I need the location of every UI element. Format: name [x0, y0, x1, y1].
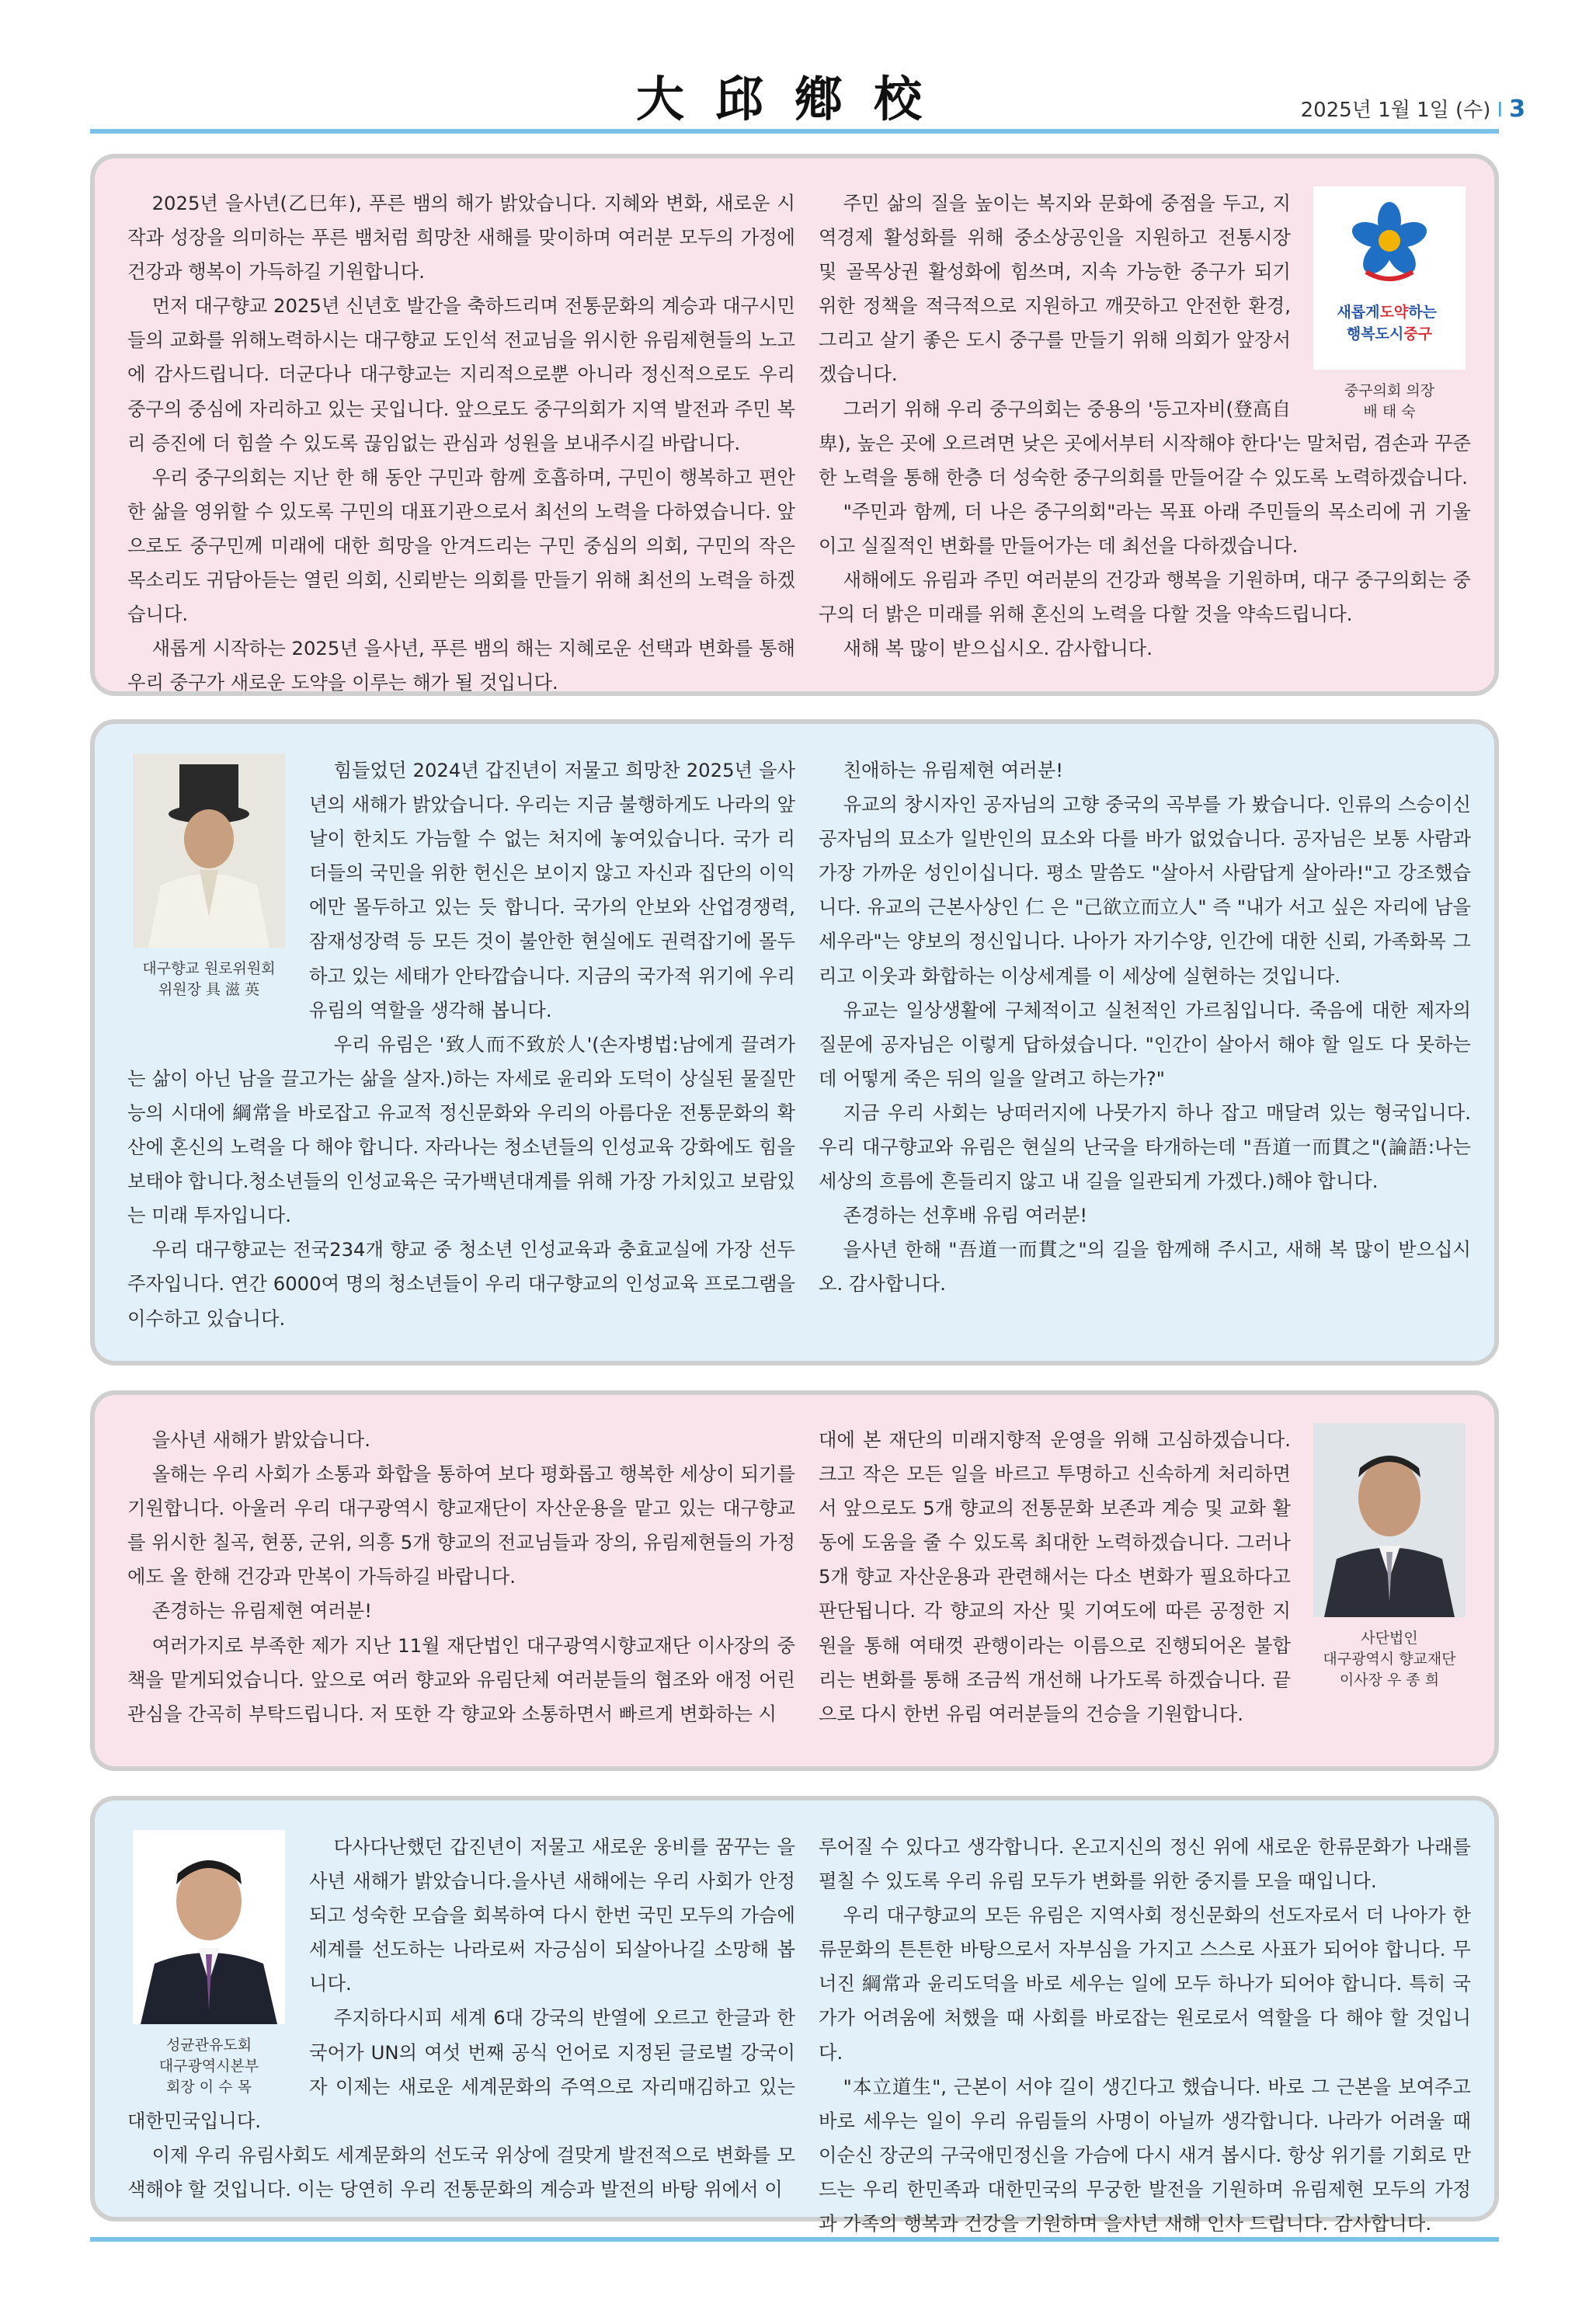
paragraph: 우리 중구의회는 지난 한 해 동안 구민과 함께 호흡하며, 구민이 행복하고 편안한 삶을 영위할 수 있도록 구민의 대표기관으로서 최선의 노력을 다하였습니다. 앞으로도 중구민께 미래에 대한 희망을 안겨드리는 구민 중심의 의회, 구민의 작은 목소리도 귀담아듣는 열린 의회, 신뢰받는 의회를 만들기 위해 최선의 노력을 하겠습니다.	[127, 465, 795, 626]
council-logo-block	[1308, 186, 1471, 423]
greeting2-left-column	[127, 753, 795, 1352]
flower-emblem-icon	[1313, 186, 1466, 370]
greeting-panel-foundation-chairman	[90, 1390, 1499, 1771]
council-chair-name: 배 태 숙	[1363, 403, 1416, 420]
paragraph: 새해에도 유림과 주민 여러분의 건강과 행복을 기원하며, 대구 중구의회는 중구의 더 밝은 미래를 위해 혼신의 노력을 다할 것을 약속드립니다.	[819, 569, 1471, 626]
council-chair-role: 중구의회 의장	[1344, 382, 1435, 399]
society-caption-org: 성균관유도회	[165, 2037, 252, 2054]
paragraph: 지금 우리 사회는 낭떠러지에 나뭇가지 하나 잡고 매달려 있는 형국입니다. 우리 대구향교와 유림은 현실의 난국을 타개하는데 "吾道一而貫之"(論語:나는 세상의 흐름에 흔들리지 않고 내 길을 일관되게 가겠다.)해야 합니다.	[819, 1101, 1471, 1193]
paragraph: 루어질 수 있다고 생각합니다. 온고지신의 정신 위에 새로운 한류문화가 나래를 펼칠 수 있도록 우리 유림 모두가 변화를 위한 중지를 모을 때입니다.	[819, 1835, 1471, 1893]
paragraph: 힘들었던 2024년 갑진년이 저물고 희망찬 2025년 을사년의 새해가 밝았습니다. 우리는 지금 불행하게도 나라의 앞날이 한치도 가늠할 수 없는 처지에 놓여있습니다. 국가 리더들의 국민을 위한 헌신은 보이지 않고 자신과 집단의 이익에만 몰두하고 있는 듯 합니다. 국가의 안보와 산업경쟁력, 잠재성장력 등 모든 것이 불안한 현실에도 권력잡기에 몰두하고 있는 세태가 안타깝습니다. 지금의 국가적 위기에 우리 유림의 역할을 생각해 봅니다.	[309, 759, 795, 1021]
greeting-panel-council-chair	[90, 154, 1499, 696]
paragraph: 그러기 위해 우리 중구의회는 중용의 '등고자비(登高自卑), 높은 곳에 오르려면 낮은 곳에서부터 시작해야 한다'는 말처럼, 겸손과 꾸준한 노력을 통해 한층 더 성숙한 중구의회를 만들어갈 수 있도록 노력하겠습니다.	[819, 397, 1471, 489]
issue-date-line	[1301, 94, 1525, 123]
foundation-caption-name: 이사장 우 종 희	[1339, 1672, 1440, 1689]
person-portrait-icon	[133, 1830, 285, 2024]
society-chairman-photo	[133, 1830, 285, 2024]
paragraph: "本立道生", 근본이 서야 길이 생긴다고 했습니다. 바로 그 근본을 보여주고 바로 세우는 일이 우리 유림들의 사명이 아닐까 생각합니다. 나라가 어려울 때 이순신 장군의 구국애민정신을 가슴에 다시 새겨 봅시다. 항상 위기를 기회로 만드는 우리 한민족과 대한민국의 무궁한 발전을 기원하며 유림제현 모두의 가정과 가족의 행복과 건강을 기원하며 을사년 새해 인사 드립니다. 감사합니다.	[819, 2075, 1472, 2235]
footer-rule	[90, 2237, 1499, 2242]
newspaper-title: 大邱鄕校	[635, 71, 953, 127]
header-rule	[90, 129, 1499, 134]
person-portrait-icon	[1313, 1423, 1466, 1617]
society-chairman-portrait-block	[127, 1830, 290, 2098]
paragraph: 이제 우리 유림사회도 세계문화의 선도국 위상에 걸맞게 발전적으로 변화를 모색해야 할 것입니다. 이는 당연히 우리 전통문화의 계승과 발전의 바탕 위에서 이	[127, 2143, 795, 2200]
council-logo	[1313, 186, 1466, 370]
logo-text: 새롭게도약하는 행복도시중구	[1337, 304, 1437, 343]
elder-caption-name: 위원장 具 滋 英	[158, 981, 260, 998]
foundation-chairman-caption	[1308, 1628, 1471, 1691]
paragraph: 주지하다시피 세계 6대 강국의 반열에 오르고 한글과 한국어가 UN의 여섯 번째 공식 언어로 지정된 글로벌 강국이자 이제는 새로운 세계문화의 주역으로 자리매김하고 있는 대한민국입니다.	[127, 2006, 795, 2132]
greeting4-left-column	[127, 1830, 795, 2211]
paragraph: 우리 대구향교의 모든 유림은 지역사회 정신문화의 선도자로서 더 나아가 한류문화의 튼튼한 바탕으로서 자부심을 가지고 스스로 사표가 되어야 합니다. 무너진 綱常과 윤리도덕을 바로 세우는 일에 모두 하나가 되어야 합니다. 특히 국가가 어려움에 처했을 때 사회를 바로잡는 원로로서 역할을 다 해야 할 것입니다.	[819, 1904, 1471, 2064]
paragraph: 존경하는 유림제현 여러분!	[151, 1599, 372, 1623]
society-caption-branch: 대구광역시본부	[158, 2058, 259, 2075]
paragraph: "주민과 함께, 더 나은 중구의회"라는 목표 아래 주민들의 목소리에 귀 기울이고 실질적인 변화를 만들어가는 데 최선을 다하겠습니다.	[819, 499, 1471, 557]
page-number: 3	[1509, 96, 1525, 123]
greeting1-left-column	[127, 186, 795, 694]
paragraph: 을사년 새해가 밝았습니다.	[151, 1428, 370, 1451]
greeting3-left-column	[127, 1423, 795, 1759]
society-caption-name: 회장 이 수 목	[166, 2079, 252, 2096]
elder-portrait-photo	[133, 753, 285, 948]
paragraph: 2025년 을사년(乙巳年), 푸른 뱀의 해가 밝았습니다. 지혜와 변화, 새로운 시작과 성장을 의미하는 푸른 뱀처럼 희망찬 새해를 맞이하며 여러분 모두의 가정에 건강과 행복이 가득하길 기원합니다.	[127, 192, 795, 284]
paragraph: 친애하는 유림제현 여러분!	[843, 759, 1063, 781]
elder-portrait-block	[127, 753, 290, 1047]
person-portrait-icon	[133, 753, 285, 948]
issue-date: 2025년 1월 1일 (수)	[1300, 99, 1491, 122]
paragraph: 존경하는 선후배 유림 여러분!	[843, 1204, 1088, 1227]
greeting-panel-elders-committee	[90, 719, 1499, 1366]
greeting3-right-column	[819, 1423, 1471, 1759]
paragraph: 을사년 한해 "吾道一而貫之"의 길을 함께해 주시고, 새해 복 많이 받으십시오. 감사합니다.	[819, 1238, 1471, 1296]
foundation-caption-org: 대구광역시 향교재단	[1323, 1651, 1456, 1668]
greeting2-right-column	[819, 753, 1471, 1352]
date-page-separator: I	[1497, 99, 1504, 122]
foundation-chairman-photo	[1313, 1423, 1466, 1617]
paragraph: 새해 복 많이 받으십시오. 감사합니다.	[843, 637, 1153, 660]
paragraph: 다사다난했던 갑진년이 저물고 새로운 웅비를 꿈꾸는 을사년 새해가 밝았습니다.을사년 새해에는 우리 사회가 안정되고 성숙한 모습을 회복하여 다시 한번 국민 모두의 가슴에 세계를 선도하는 나라로써 자긍심이 되살아나길 소망해 봅니다.	[309, 1835, 795, 1995]
paragraph: 대에 본 재단의 미래지향적 운영을 위해 고심하겠습니다. 크고 작은 모든 일을 바르고 투명하고 신속하게 처리하면서 앞으로도 5개 향교의 전통문화 보존과 계승 및 교화 활동에 도움을 줄 수 있도록 최대한 노력하겠습니다. 그러나 5개 향교 자산운용과 관련해서는 다소 변화가 필요하다고 판단됩니다. 각 향교의 자산 및 기여도에 따른 공정한 지원을 통해 여태껏 관행이라는 이름으로 진행되어온 불합리는 변화를 통해 조금씩 개선해 나가도록 하겠습니다. 끝으로 다시 한번 유림 여러분들의 건승을 기원합니다.	[819, 1428, 1291, 1725]
paragraph: 주민 삶의 질을 높이는 복지와 문화에 중점을 두고, 지역경제 활성화를 위해 중소상공인을 지원하고 전통시장 및 골목상권 활성화에 힘쓰며, 지속 가능한 중구가 되기 위한 정책을 적극적으로 지원하고 깨끗하고 안전한 환경, 그리고 살기 좋은 도시 중구를 만들기 위해 의회가 앞장서겠습니다.	[819, 192, 1291, 386]
society-chairman-caption	[127, 2035, 290, 2098]
council-chair-caption	[1308, 381, 1471, 423]
greeting-panel-confucian-society	[90, 1796, 1499, 2235]
greeting4-right-column	[819, 1830, 1472, 2235]
paragraph: 올해는 우리 사회가 소통과 화합을 통하여 보다 평화롭고 행복한 세상이 되기를 기원합니다. 아울러 우리 대구광역시 향교재단이 자산운용을 맡고 있는 대구향교를 위시한 칠곡, 현풍, 군위, 의흥 5개 향교의 전교님들과 장의, 유림제현들의 가정에도 올 한해 건강과 만복이 가득하길 바랍니다.	[127, 1463, 795, 1588]
paragraph: 여러가지로 부족한 제가 지난 11월 재단법인 대구광역시향교재단 이사장의 중책을 맡게되었습니다. 앞으로 여러 향교와 유림단체 여러분들의 협조와 애정 어린 관심을 간곡히 부탁드립니다. 저 또한 각 향교와 소통하면서 빠르게 변화하는 시	[127, 1633, 795, 1725]
foundation-caption-type: 사단법인	[1361, 1630, 1418, 1647]
paragraph: 새롭게 시작하는 2025년 을사년, 푸른 뱀의 해는 지혜로운 선택과 변화를 통해 우리 중구가 새로운 도약을 이루는 해가 될 것입니다.	[127, 637, 795, 694]
paragraph: 우리 유림은 '致人而不致於人'(손자병법:남에게 끌려가는 삶이 아닌 남을 끌고가는 삶을 살자.)하는 자세로 윤리와 도덕이 상실된 물질만능의 시대에 綱常을 바로잡고 유교적 정신문화와 우리의 아름다운 전통문화의 확산에 혼신의 노력을 다 해야 합니다. 자라나는 청소년들의 인성교육 강화에도 힘을 보태야 합니다.청소년들의 인성교육은 국가백년대계를 위해 가장 가치있고 보람있는 미래 투자입니다.	[127, 1032, 795, 1227]
paragraph: 유교는 일상생활에 구체적이고 실천적인 가르침입니다. 죽음에 대한 제자의 질문에 공자님은 이렇게 답하셨습니다. "인간이 살아서 해야 할 일도 다 못하는데 어떻게 죽은 뒤의 일을 알려고 하는가?"	[819, 998, 1471, 1090]
paragraph: 먼저 대구향교 2025년 신년호 발간을 축하드리며 전통문화의 계승과 대구시민들의 교화를 위해노력하시는 대구향교 도인석 전교님을 위시한 유림제현들의 노고에 감사드립니다. 더군다나 대구향교는 지리적으로뿐 아니라 정신적으로도 우리 중구의 중심에 자리하고 있는 곳입니다. 앞으로도 중구의회가 지역 발전과 주민 복리 증진에 더 힘쓸 수 있도록 끊임없는 관심과 성원을 보내주시길 바랍니다.	[127, 294, 795, 454]
paragraph: 유교의 창시자인 공자님의 고향 중국의 곡부를 가 봤습니다. 인류의 스승이신 공자님의 묘소가 일반인의 묘소와 다를 바가 없었습니다. 공자님은 보통 사람과 가장 가까운 성인이십니다. 평소 말씀도 "살아서 사람답게 살아라!"고 강조했습니다. 유교의 근본사상인 仁 은 "己欲立而立人" 즉 "내가 서고 싶은 자리에 남을 세우라"는 양보의 정신입니다. 나아가 자기수양, 인간에 대한 신뢰, 가족화목 그리고 이웃과 화합하는 이상세계를 이 세상에 실현하는 것입니다.	[819, 793, 1471, 987]
greeting1-right-column	[819, 186, 1471, 677]
paragraph: 우리 대구향교는 전국234개 향교 중 청소년 인성교육과 충효교실에 가장 선두주자입니다. 연간 6000여 명의 청소년들이 우리 대구향교의 인성교육 프로그램을 이수하고 있습니다.	[127, 1238, 795, 1330]
elder-caption-org: 대구향교 원로위원회	[142, 960, 276, 977]
elder-caption	[127, 958, 290, 1000]
foundation-chairman-portrait-block	[1308, 1423, 1471, 1691]
